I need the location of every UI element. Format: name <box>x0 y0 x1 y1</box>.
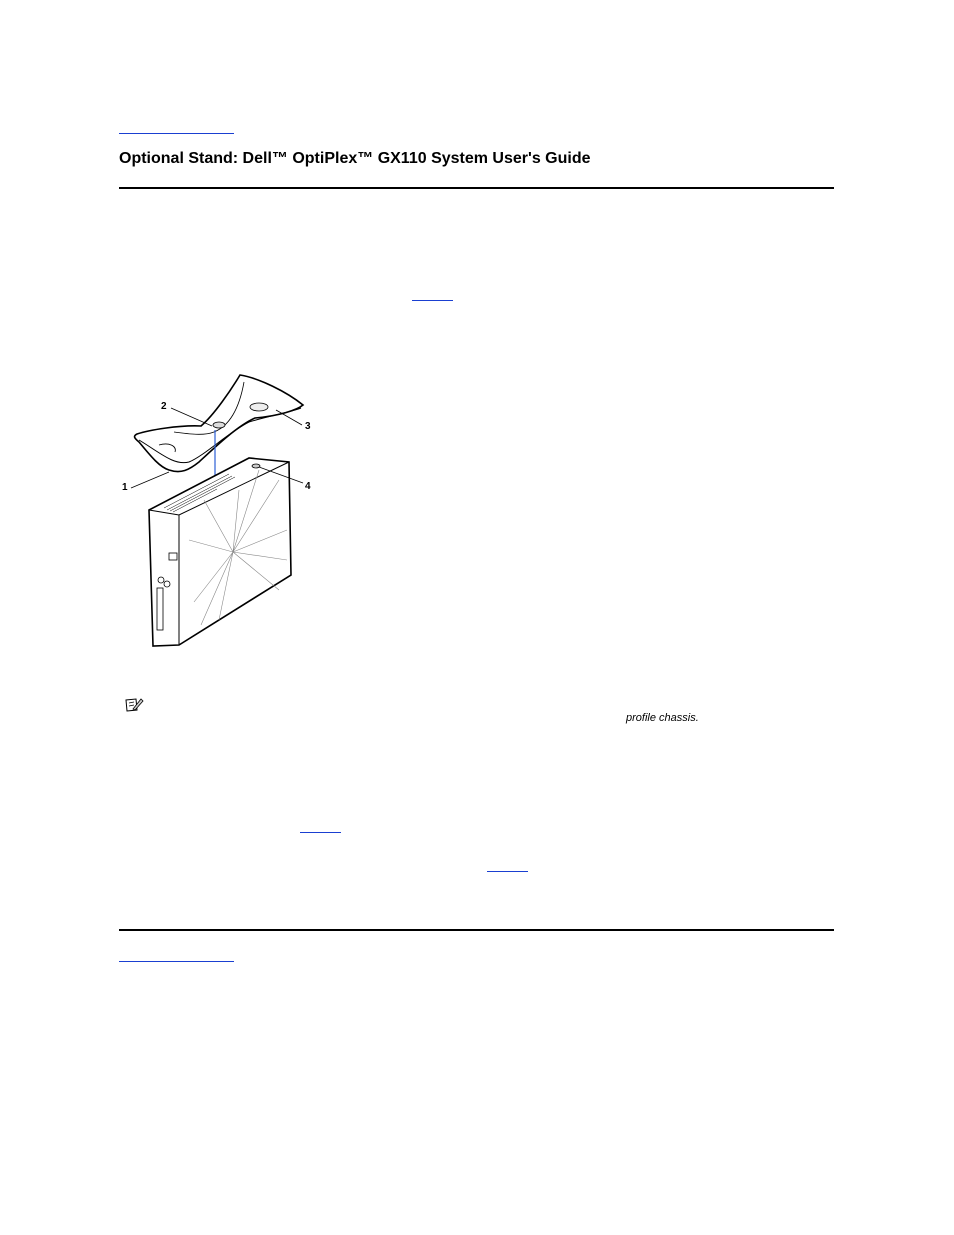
step-link-1[interactable] <box>300 832 341 833</box>
inline-figure-link[interactable] <box>412 300 453 301</box>
page-title: Optional Stand: Dell™ OptiPlex™ GX110 System User's Guide <box>119 150 591 167</box>
callout-1: 1 <box>122 482 128 493</box>
note-pencil-icon <box>124 697 144 713</box>
callout-3: 3 <box>305 421 311 432</box>
stand-illustration <box>119 370 319 655</box>
back-to-contents-link-top[interactable] <box>119 133 234 134</box>
back-to-contents-link-bottom[interactable] <box>119 961 234 962</box>
top-divider <box>119 187 834 189</box>
note-text: profile chassis. <box>626 712 699 724</box>
callout-2: 2 <box>161 401 167 412</box>
callout-4: 4 <box>305 481 311 492</box>
bottom-divider <box>119 929 834 931</box>
chassis-shape <box>149 458 291 646</box>
stand-shape <box>135 375 303 472</box>
step-link-2[interactable] <box>487 871 528 872</box>
